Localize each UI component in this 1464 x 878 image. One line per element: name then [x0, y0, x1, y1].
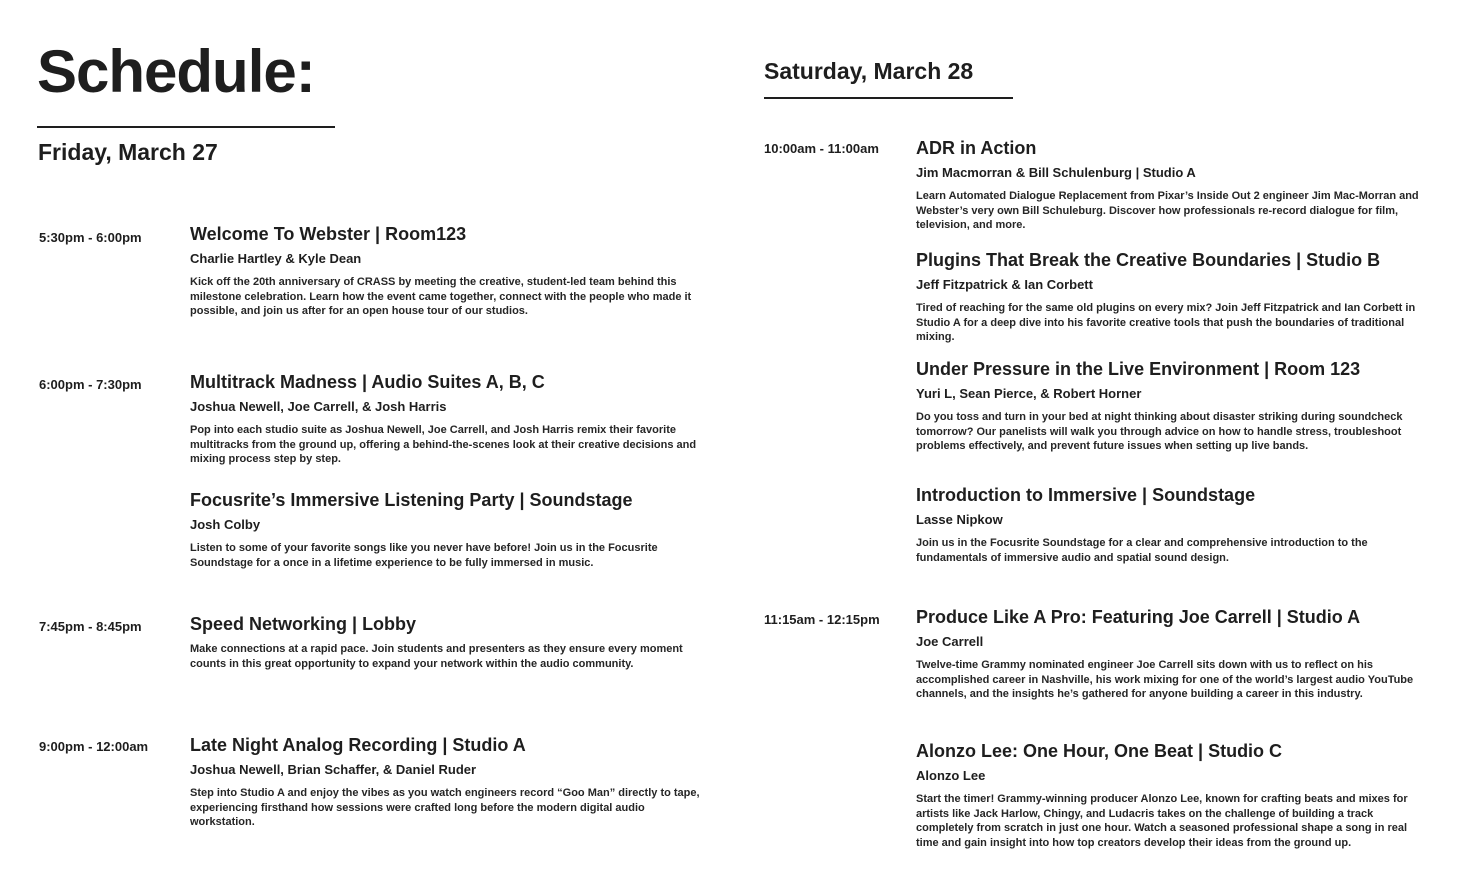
event-title: Welcome To Webster | Room123	[190, 224, 467, 244]
saturday-divider	[764, 97, 1013, 99]
event-speakers: Joshua Newell, Brian Schaffer, & Daniel Ruder	[190, 762, 477, 777]
event-title: Produce Like A Pro: Featuring Joe Carrell | Studio A	[916, 607, 1361, 627]
friday-slot-2-time: 6:00pm - 7:30pm	[39, 377, 142, 392]
event-description: Step into Studio A and enjoy the vibes as you watch engineers record “Goo Man” directly to tape, experiencing firsthand how sessions were crafted long before the modern digital audio workstation.	[190, 787, 700, 828]
event-plugins-creative-boundaries	[916, 251, 1428, 345]
event-speakers: Charlie Hartley & Kyle Dean	[190, 251, 362, 266]
friday-slot-1-time: 5:30pm - 6:00pm	[39, 230, 142, 245]
event-multitrack-madness	[190, 373, 710, 467]
event-immersive-listening-party	[190, 491, 710, 570]
event-late-night-analog	[190, 736, 710, 830]
event-adr-in-action	[916, 139, 1428, 233]
event-title: Focusrite’s Immersive Listening Party | Soundstage	[190, 490, 633, 510]
event-description: Twelve-time Grammy nominated engineer Joe Carrell sits down with us to reflect on his accomplished career in Nashville, his work mixing for one of the world’s largest audio YouTube channels, and the insights he’s gathered for anyone building a career in this industry.	[916, 659, 1414, 700]
event-produce-like-a-pro	[916, 608, 1428, 702]
event-description: Join us in the Focusrite Soundstage for a clear and comprehensive introduction to the fundamentals of immersive audio and spatial sound design.	[916, 537, 1368, 564]
event-title: ADR in Action	[916, 138, 1037, 158]
event-description: Tired of reaching for the same old plugins on every mix? Join Jeff Fitzpatrick and Ian Corbett in Studio A for a deep dive into his favorite creative tools that push the boundaries of traditional mixing.	[916, 302, 1416, 343]
page-title: Schedule:	[37, 38, 315, 105]
event-speakers: Lasse Nipkow	[916, 512, 1003, 527]
friday-slot-4-time: 9:00pm - 12:00am	[39, 739, 149, 754]
event-description: Pop into each studio suite as Joshua Newell, Joe Carrell, and Josh Harris remix their favorite multitracks from the ground up, offering a behind-the-scenes look at their creative decisions and mixing process step by step.	[190, 424, 697, 465]
friday-slot-3-time: 7:45pm - 8:45pm	[39, 619, 142, 634]
event-speakers: Jim Macmorran & Bill Schulenburg | Studio A	[916, 165, 1196, 180]
event-description: Do you toss and turn in your bed at night thinking about disaster striking during soundcheck tomorrow? Our panelists will walk you through advice on how to handle stress, troubleshoot problems effectively, and prevent future issues when setting up live bands.	[916, 411, 1403, 452]
event-title: Speed Networking | Lobby	[190, 614, 417, 634]
event-title: Late Night Analog Recording | Studio A	[190, 735, 526, 755]
event-speakers: Joe Carrell	[916, 634, 984, 649]
friday-heading: Friday, March 27	[38, 139, 218, 165]
event-speakers: Jeff Fitzpatrick & Ian Corbett	[916, 277, 1093, 292]
event-welcome-to-webster	[190, 225, 710, 319]
event-speakers: Josh Colby	[190, 517, 261, 532]
event-speakers: Yuri L, Sean Pierce, & Robert Horner	[916, 386, 1142, 401]
event-under-pressure-live	[916, 360, 1428, 454]
event-title: Alonzo Lee: One Hour, One Beat | Studio C	[916, 741, 1283, 761]
event-description: Make connections at a rapid pace. Join students and presenters as they ensure every moment counts in this great opportunity to expand your network within the audio community.	[190, 643, 683, 670]
saturday-slot-1-time: 10:00am - 11:00am	[764, 141, 879, 156]
event-introduction-to-immersive	[916, 486, 1428, 565]
event-title: Introduction to Immersive | Soundstage	[916, 485, 1256, 505]
saturday-slot-2-time: 11:15am - 12:15pm	[764, 612, 880, 627]
title-divider	[37, 126, 335, 128]
event-title: Plugins That Break the Creative Boundaries | Studio B	[916, 250, 1381, 270]
event-description: Kick off the 20th anniversary of CRASS by meeting the creative, student-led team behind this milestone celebration. Learn how the event came together, connect with the people who made it possible, and join us after for an open house tour of our studios.	[190, 276, 692, 317]
event-description: Listen to some of your favorite songs like you never have before! Join us in the Focusrite Soundstage for a once in a lifetime experience to be fully immersed in music.	[190, 542, 658, 569]
saturday-heading: Saturday, March 28	[764, 58, 974, 84]
event-title: Multitrack Madness | Audio Suites A, B, C	[190, 372, 545, 392]
event-title: Under Pressure in the Live Environment | Room 123	[916, 359, 1361, 379]
event-speakers: Joshua Newell, Joe Carrell, & Josh Harris	[190, 399, 447, 414]
event-speakers: Alonzo Lee	[916, 768, 986, 783]
event-speed-networking	[190, 615, 710, 671]
event-description: Learn Automated Dialogue Replacement from Pixar’s Inside Out 2 engineer Jim Mac-Morran and Webster’s very own Bill Schuleburg. Discover how professionals re-record dialogue for film, television, and more.	[916, 190, 1419, 231]
event-description: Start the timer! Grammy-winning producer Alonzo Lee, known for crafting beats and mixes for artists like Jack Harlow, Chingy, and Ludacris takes on the challenge of building a track completely from scratch in just one hour. Watch a seasoned professional shape a song in real time and gain insight into how top creators develop their ideas from the ground up.	[916, 793, 1408, 849]
event-one-hour-one-beat	[916, 742, 1428, 850]
